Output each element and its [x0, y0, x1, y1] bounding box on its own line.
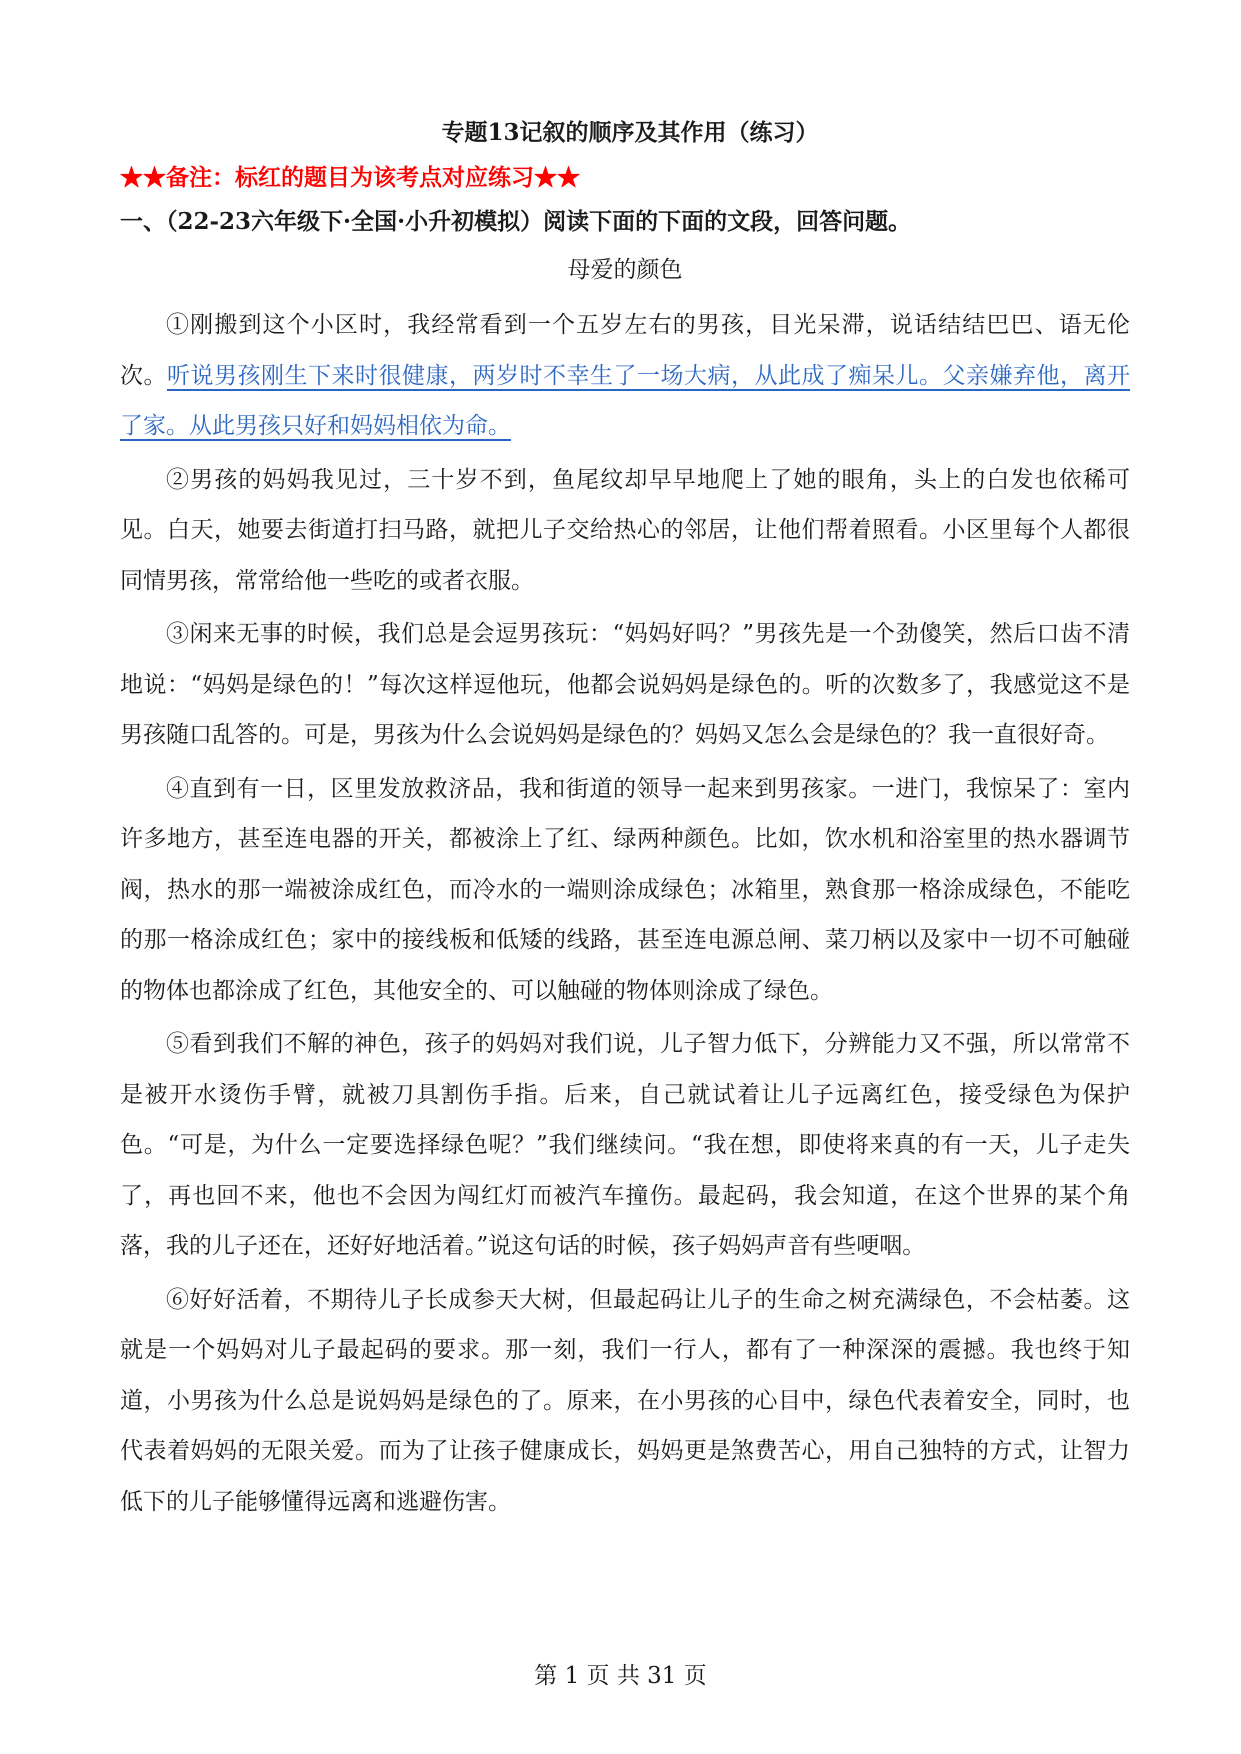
paragraph-1-text: ①刚搬到这个小区时，我经常看到一个五岁左右的男孩，目光呆滞，说话结结巴巴、语无伦次。 — [120, 312, 1130, 389]
document-content — [120, 112, 1130, 1530]
red-note: ★★备注：标红的题目为该考点对应练习★★ — [120, 164, 580, 191]
document-title: 专题13记叙的顺序及其作用（练习） — [441, 119, 819, 146]
underlined-highlight: 听说男孩刚生下来时很健康，两岁时不幸生了一场大病，从此成了痴呆儿。父亲嫌弃他，离开了家。从此男孩只好和妈妈相依为命。 — [120, 362, 1130, 439]
paragraph-3: ③闲来无事的时候，我们总是会逗男孩玩：“妈妈好吗？”男孩先是一个劲傻笑，然后口齿不清地说：“妈妈是绿色的！”每次这样逗他玩，他都会说妈妈是绿色的。听的次数多了，我感觉这不是男孩随口乱答的。可是，男孩为什么会说妈妈是绿色的？妈妈又怎么会是绿色的？我一直很好奇。 — [120, 621, 1130, 748]
paragraph-4: ④直到有一日，区里发放救济品，我和街道的领导一起来到男孩家。一进门，我惊呆了：室内许多地方，甚至连电器的开关，都被涂上了红、绿两种颜色。比如，饮水机和浴室里的热水器调节阀，热水的那一端被涂成红色，而冷水的一端则涂成绿色；冰箱里，熟食那一格涂成绿色，不能吃的那一格涂成红色；家中的接线板和低矮的线路，甚至连电源总闸、菜刀柄以及家中一切不可触碰的物体也都涂成了红色，其他安全的、可以触碰的物体则涂成了绿色。 — [120, 775, 1130, 1004]
paragraph-2: ②男孩的妈妈我见过，三十岁不到，鱼尾纹却早早地爬上了她的眼角，头上的白发也依稀可见。白天，她要去街道打扫马路，就把儿子交给热心的邻居，让他们帮着照看。小区里每个人都很同情男孩，常常给他一些吃的或者衣服。 — [120, 466, 1130, 594]
passage-title: 母爱的颜色 — [567, 257, 683, 283]
paragraph-5: ⑤看到我们不解的神色，孩子的妈妈对我们说，儿子智力低下，分辨能力又不强，所以常常不是被开水烫伤手臂，就被刀具割伤手指。后来，自己就试着让儿子远离红色，接受绿色为保护色。“可是，为什么一定要选择绿色呢？”我们继续问。“我在想，即使将来真的有一天，儿子走失了，再也回不来，他也不会因为闯红灯而被汽车撞伤。最起码，我会知道，在这个世界的某个角落，我的儿子还在，还好好地活着。”说这句话的时候，孩子妈妈声音有些哽咽。 — [120, 1031, 1130, 1259]
paragraph-1 — [120, 300, 1130, 452]
question-heading: 一、（22-23六年级下·全国·小升初模拟）阅读下面的下面的文段，回答问题。 — [120, 208, 912, 235]
paragraph-6: ⑥好好活着，不期待儿子长成参天大树，但最起码让儿子的生命之树充满绿色，不会枯萎。这就是一个妈妈对儿子最起码的要求。那一刻，我们一行人，都有了一种深深的震撼。我也终于知道，小男孩为什么总是说妈妈是绿色的了。原来，在小男孩的心目中，绿色代表着安全，同时，也代表着妈妈的无限关爱。而为了让孩子健康成长，妈妈更是煞费苦心，用自己独特的方式，让智力低下的儿子能够懂得远离和逃避伤害。 — [120, 1286, 1130, 1515]
page-footer: 第 1 页 共 31 页 — [534, 1663, 707, 1689]
